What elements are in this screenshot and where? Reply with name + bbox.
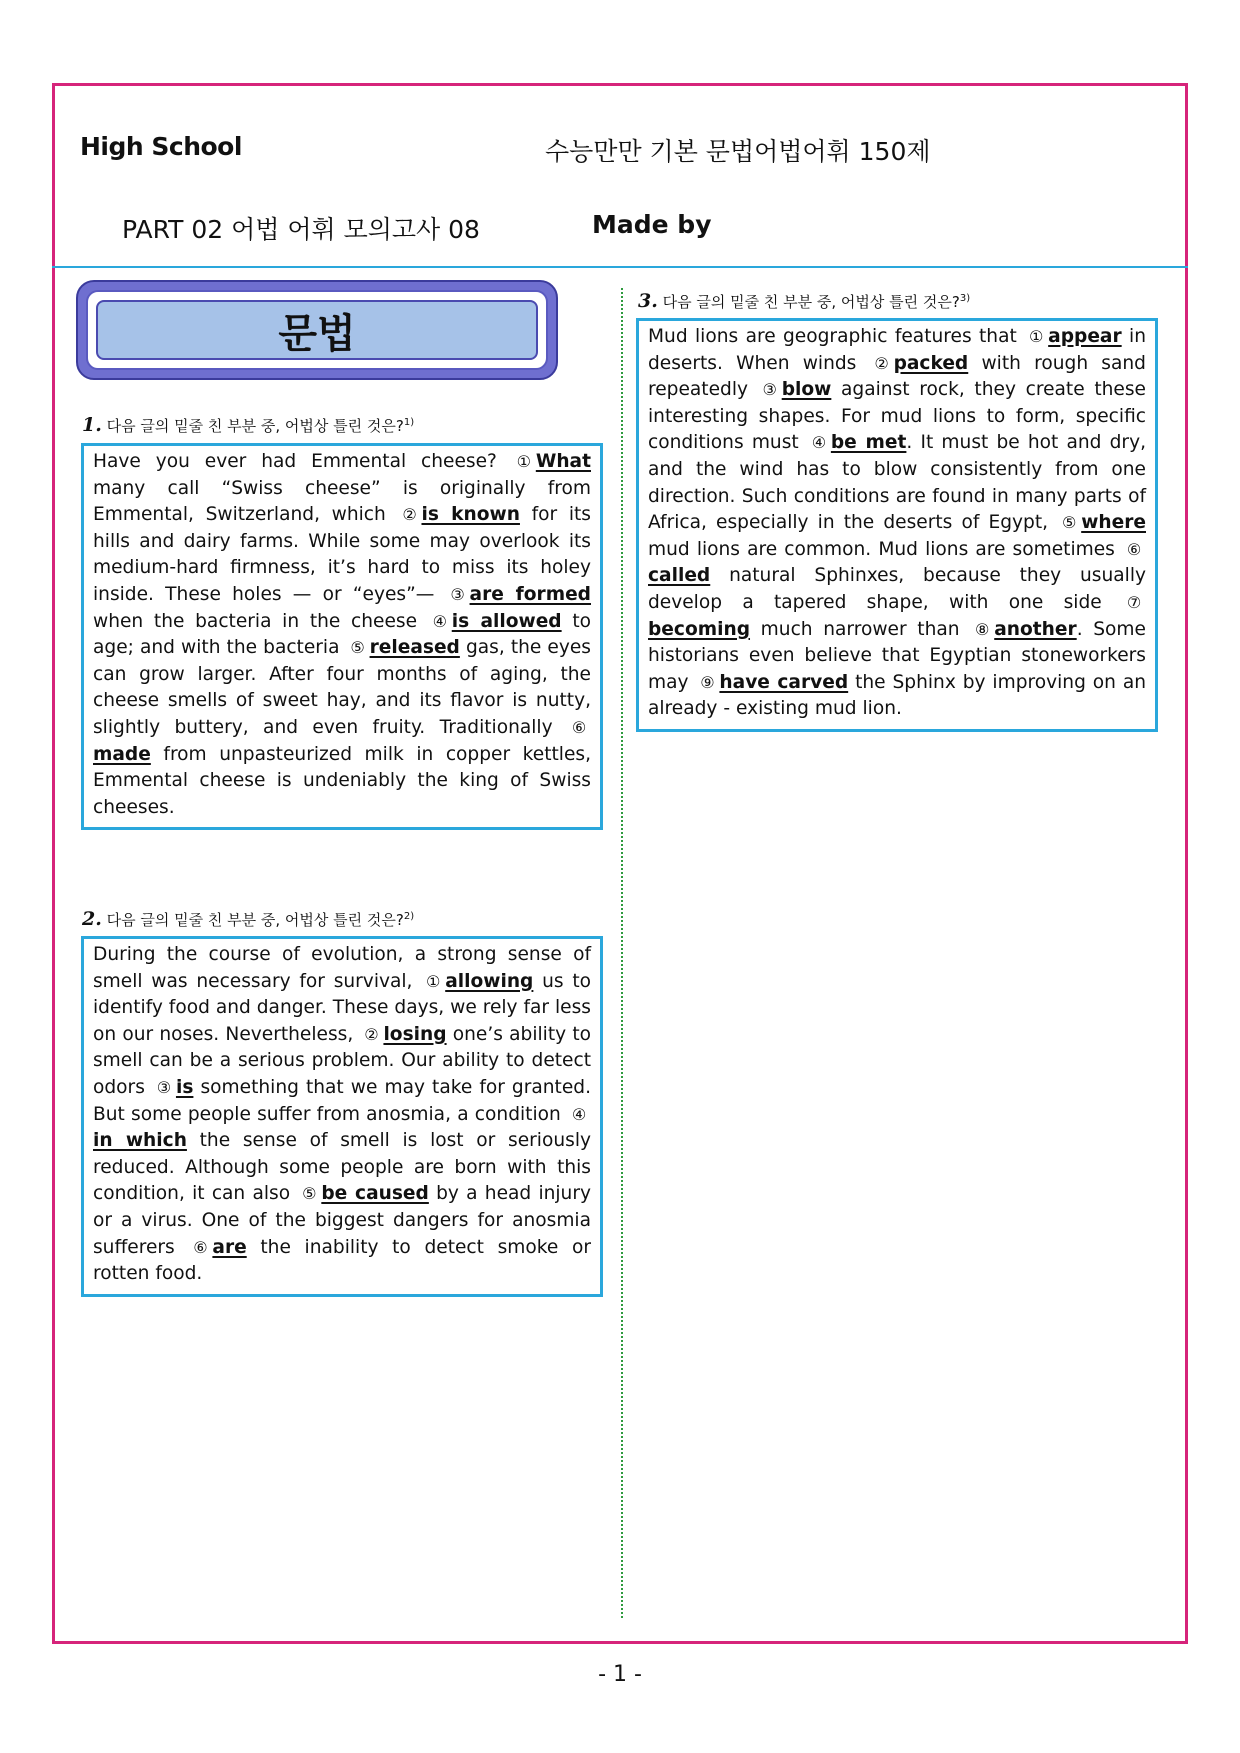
passage-text: Have you ever had Emmental cheese? [93, 451, 512, 472]
school-label: High School [80, 132, 242, 161]
passage-text: the sense of smell is lost or seriously reduced. Although some people are born with this condition, it can also [93, 1130, 591, 1205]
passage-text: against rock, they create these interesting shapes. For mud lions to form, specific conditions must [648, 379, 1146, 454]
underlined-choice: allowing [445, 970, 534, 992]
choice-marker: ② [364, 1024, 379, 1044]
choice-marker: ② [402, 505, 417, 525]
choice-marker: ③ [156, 1077, 172, 1097]
choice-marker: ⑤ [302, 1184, 317, 1204]
underlined-choice: is known [421, 504, 520, 526]
underlined-choice: is allowed [451, 610, 562, 632]
choice-marker: ⑦ [1126, 592, 1142, 612]
passage-text: in deserts. When winds [648, 326, 1146, 374]
footnote-ref: 3) [959, 293, 971, 304]
part-title: PART 02 어법 어휘 모의고사 08 [122, 215, 480, 244]
question-1-passage [81, 443, 603, 830]
passage-text: the inability to detect smoke or rotten food. [93, 1236, 592, 1285]
page-number: - 1 - [598, 1662, 642, 1687]
passage-text: Mud lions are geographic features that [648, 326, 1025, 347]
question-prompt: 다음 글의 밑줄 친 부분 중, 어법상 틀린 것은? [662, 293, 960, 311]
question-prompt: 다음 글의 밑줄 친 부분 중, 어법상 틀린 것은? [106, 417, 404, 435]
choice-marker: ③ [450, 584, 465, 604]
book-title: 수능만만 기본 문법어법어휘 150제 [545, 137, 931, 166]
choice-marker: ⑨ [700, 672, 715, 692]
underlined-choice: becoming [648, 618, 751, 640]
section-title: 문법 [96, 300, 538, 360]
underlined-choice: have carved [719, 671, 849, 693]
choice-marker: ③ [762, 380, 777, 400]
choice-marker: ④ [811, 433, 827, 453]
choice-marker: ⑤ [350, 638, 365, 658]
question-number: 3. [638, 290, 658, 312]
underlined-choice: called [648, 565, 711, 587]
underlined-choice: made [93, 743, 151, 765]
underlined-choice: in which [93, 1130, 187, 1152]
underlined-choice: where [1081, 512, 1146, 534]
choice-marker: ④ [432, 611, 447, 631]
question-2-title [82, 908, 414, 930]
question-3-passage [636, 318, 1158, 732]
passage-text: much narrower than [750, 618, 971, 640]
choice-marker: ⑤ [1062, 513, 1077, 533]
footnote-ref: 1) [403, 417, 415, 428]
footnote-ref: 2) [403, 911, 415, 922]
choice-marker: ⑥ [1126, 539, 1142, 559]
passage-text: us to identify food and danger. These days, we rely far less on our noses. Nevertheless, [93, 970, 591, 1045]
underlined-choice: released [369, 637, 460, 659]
passage-text: when the bacteria in the cheese [93, 610, 428, 632]
question-number: 1. [82, 414, 102, 436]
passage-text: to age; and with the bacteria [93, 610, 591, 659]
underlined-choice: losing [383, 1023, 447, 1045]
underlined-choice: packed [893, 352, 969, 374]
passage-text: During the course of evolution, a strong sense of smell was necessary for survival, [93, 944, 591, 992]
passage-text: for its hills and dairy farms. While some may overlook its medium-hard firmness, it’s hard to miss its holey inside. These holes — or “eyes”— [93, 504, 591, 605]
column-divider [621, 288, 623, 1618]
passage-text: mud lions are common. Mud lions are sometimes [648, 538, 1122, 560]
passage-text: something that we may take for granted. But some people suffer from anosmia, a condition [93, 1076, 592, 1125]
passage-text: one’s ability to smell can be a serious problem. Our ability to detect odors [93, 1023, 591, 1098]
passage-text: gas, the eyes can grow larger. After four months of aging, the cheese smells of sweet hay, and its flavor is nutty, slightly buttery, and even fruity. Traditionally [93, 637, 591, 738]
passage-text: . Some historians even believe that Egyptian stoneworkers may [648, 618, 1146, 693]
underlined-choice: be met [830, 432, 907, 454]
question-2-passage [81, 936, 603, 1297]
passage-text: many call “Swiss cheese” is originally from Emmental, Switzerland, which [93, 477, 591, 526]
choice-marker: ④ [571, 1104, 587, 1124]
passage-text: . It must be hot and dry, and the wind has to blow consistently from one direction. Such conditions are found in many parts of Africa, especially in the deserts of Egypt, [648, 432, 1146, 534]
choice-marker: ⑥ [571, 717, 587, 737]
underlined-choice: blow [781, 379, 832, 401]
underlined-choice: appear [1048, 326, 1122, 347]
choice-marker: ⑧ [975, 619, 990, 639]
choice-marker: ⑥ [193, 1237, 208, 1257]
header-rule [52, 266, 1188, 268]
passage-text: the Sphinx by improving on an already - existing mud lion. [648, 671, 1146, 720]
passage-text: natural Sphinxes, because they usually develop a tapered shape, with one side [648, 565, 1146, 613]
choice-marker: ① [426, 971, 441, 991]
choice-marker: ② [874, 353, 889, 373]
question-prompt: 다음 글의 밑줄 친 부분 중, 어법상 틀린 것은? [106, 911, 404, 929]
choice-marker: ① [516, 452, 531, 471]
choice-marker: ① [1028, 327, 1044, 346]
made-by-label: Made by [592, 210, 712, 239]
underlined-choice: What [535, 451, 591, 472]
section-badge [76, 280, 558, 380]
underlined-choice: is [175, 1076, 194, 1098]
underlined-choice: another [994, 618, 1077, 640]
underlined-choice: be caused [321, 1183, 429, 1205]
underlined-choice: are [212, 1236, 247, 1258]
question-number: 2. [82, 908, 102, 930]
underlined-choice: are formed [469, 583, 591, 605]
question-1-title [82, 414, 414, 436]
passage-text: with rough sand repeatedly [648, 352, 1146, 401]
question-3-title [638, 290, 970, 312]
passage-text: from unpasteurized milk in copper kettles, Emmental cheese is undeniably the king of Swiss cheeses. [93, 743, 591, 818]
passage-text: by a head injury or a virus. One of the biggest dangers for anosmia sufferers [93, 1183, 591, 1258]
